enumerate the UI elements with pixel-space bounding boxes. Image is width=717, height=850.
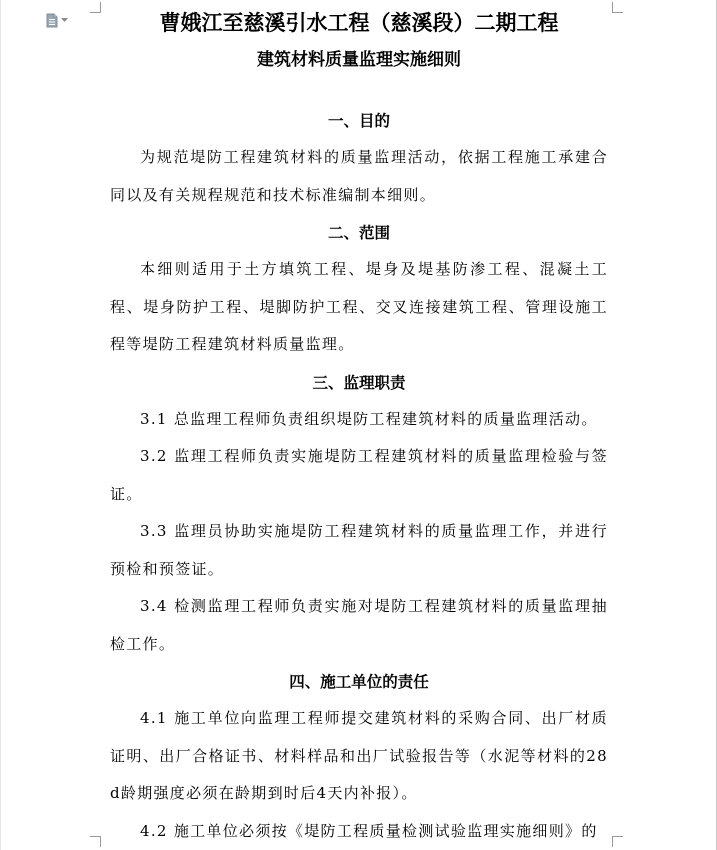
title-spacer (110, 80, 608, 102)
document-options-button[interactable] (46, 12, 76, 28)
document-title: 曹娥江至慈溪引水工程（慈溪段）二期工程 (159, 10, 559, 35)
paragraph-duty-3-1: 3.1 总监理工程师负责组织堤防工程建筑材料的质量监理活动。 (140, 409, 598, 428)
document-body (110, 6, 608, 850)
section-heading-duties: 三、监理职责 (312, 372, 406, 392)
paragraph-contractor-4-2: 4.2 施工单位必须按《堤防工程质量检测试验监理实施细则》的 (140, 821, 598, 840)
margin-mark-top-left (90, 2, 101, 13)
margin-mark-top-right (612, 2, 623, 13)
paragraph-duty-3-3: 3.3 监理员协助实施堤防工程建筑材料的质量监理工作，并进行预检和预签证。 (110, 522, 608, 578)
document-subtitle: 建筑材料质量监理实施细则 (257, 50, 461, 70)
paragraph-duty-3-2: 3.2 监理工程师负责实施堤防工程建筑材料的质量监理检验与签证。 (110, 447, 608, 503)
paragraph-scope: 本细则适用于土方填筑工程、堤身及堤基防渗工程、混凝土工程、堤身防护工程、堤脚防护工程、交叉连接建筑工程、管理设施工程等堤防工程建筑材料质量监理。 (110, 260, 608, 353)
section-heading-purpose: 一、目的 (327, 111, 390, 130)
page-left-edge (0, 0, 1, 850)
document-icon (46, 13, 58, 28)
paragraph-duty-3-4: 3.4 检测监理工程师负责实施对堤防工程建筑材料的质量监理抽检工作。 (110, 597, 608, 653)
section-heading-scope: 二、范围 (327, 223, 390, 242)
margin-mark-bottom-left (90, 836, 101, 847)
dropdown-arrow-icon (61, 18, 68, 22)
margin-mark-bottom-right (612, 836, 623, 847)
paragraph-contractor-4-1: 4.1 施工单位向监理工程师提交建筑材料的采购合同、出厂材质证明、出厂合格证书、材料样品和出厂试验报告等（水泥等材料的28d龄期强度必须在龄期到时后4天内补报）。 (110, 709, 608, 802)
paragraph-purpose: 为规范堤防工程建筑材料的质量监理活动，依据工程施工承建合同以及有关规程规范和技术标准编制本细则。 (110, 148, 608, 204)
section-heading-contractor: 四、施工单位的责任 (289, 672, 429, 691)
